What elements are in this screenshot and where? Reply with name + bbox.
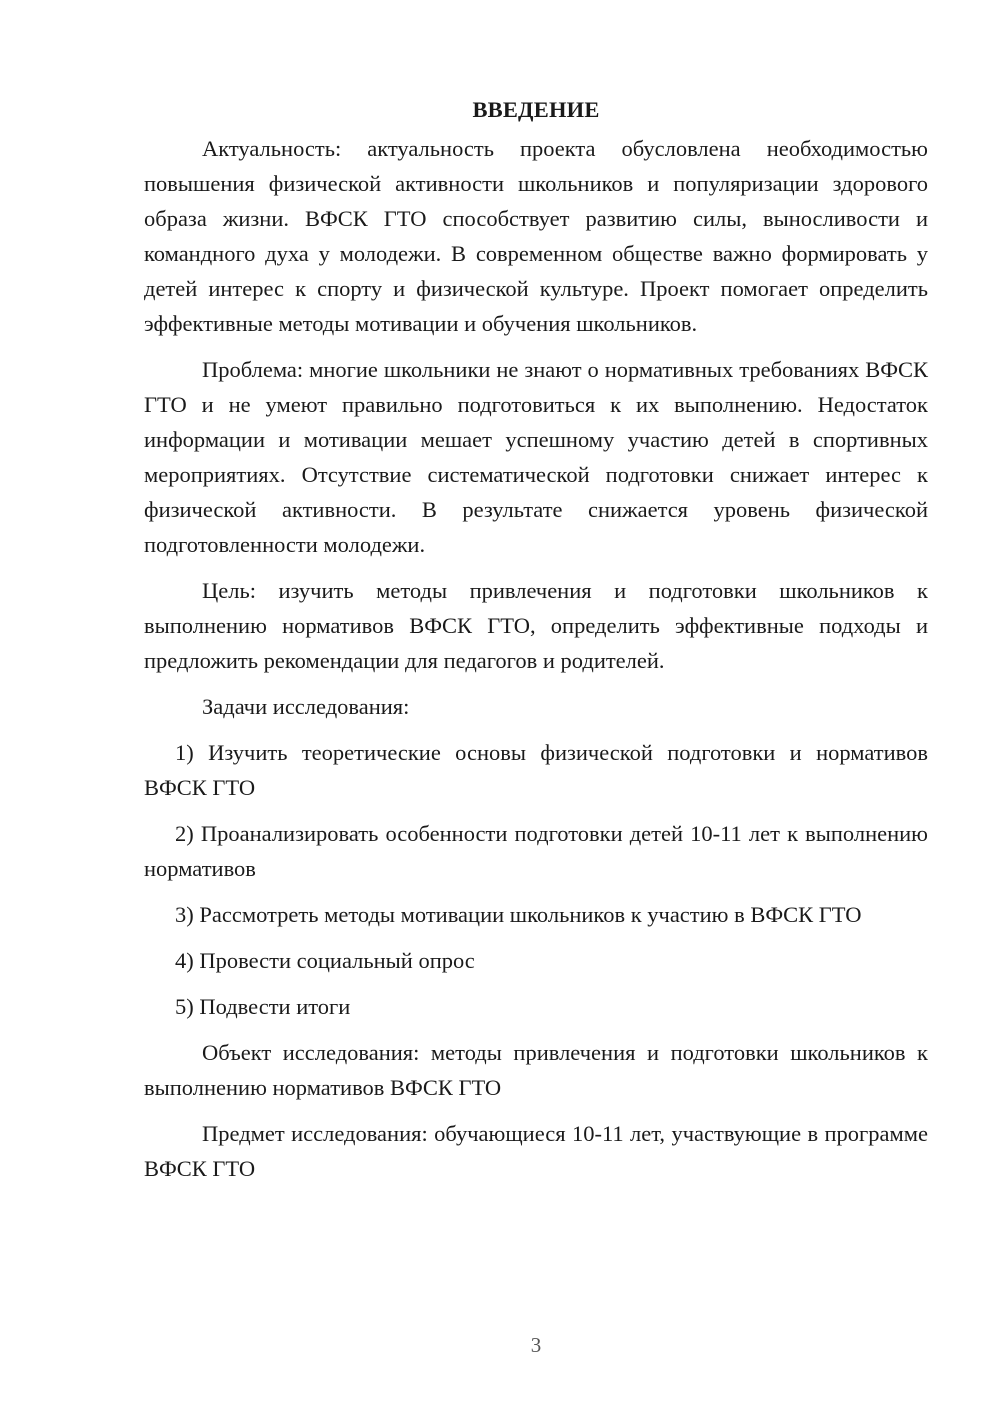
object-paragraph: Объект исследования: методы привлечения и подготовки школьников к выполнению нормативов ВФСК ГТО <box>144 1040 928 1100</box>
problem-paragraph: Проблема: многие школьники не знают о нормативных требованиях ВФСК ГТО и не умеют правильно подготовиться к их выполнению. Недостаток информации и мотивации мешает успешному участию детей в спортивных мероприятиях. Отсутствие систематической подготовки снижает интерес к физической активности. В результате снижается уровень физической подготовленности молодежи. <box>144 357 928 557</box>
page-content <box>144 92 928 1197</box>
task-item-2: 2) Проанализировать особенности подготовки детей 10-11 лет к выполнению нормативов <box>144 821 928 881</box>
goal-paragraph: Цель: изучить методы привлечения и подготовки школьников к выполнению нормативов ВФСК ГТО, определить эффективные подходы и предложить рекомендации для педагогов и родителей. <box>144 578 928 673</box>
subject-paragraph: Предмет исследования: обучающиеся 10-11 лет, участвующие в программе ВФСК ГТО <box>144 1121 928 1181</box>
page-title: ВВЕДЕНИЕ <box>472 97 600 122</box>
tasks-heading: Задачи исследования: <box>202 694 410 719</box>
task-item-4: 4) Провести социальный опрос <box>175 948 475 973</box>
task-item-3: 3) Рассмотреть методы мотивации школьников к участию в ВФСК ГТО <box>175 902 862 927</box>
relevance-paragraph: Актуальность: актуальность проекта обусловлена необходимостью повышения физической активности школьников и популяризации здорового образа жизни. ВФСК ГТО способствует развитию силы, выносливости и командного духа у молодежи. В современном обществе важно формировать у детей интерес к спорту и физической культуре. Проект помогает определить эффективные методы мотивации и обучения школьников. <box>144 136 928 336</box>
task-item-1: 1) Изучить теоретические основы физической подготовки и нормативов ВФСК ГТО <box>144 740 928 800</box>
page-number: 3 <box>530 1333 542 1357</box>
task-item-5: 5) Подвести итоги <box>175 994 351 1019</box>
